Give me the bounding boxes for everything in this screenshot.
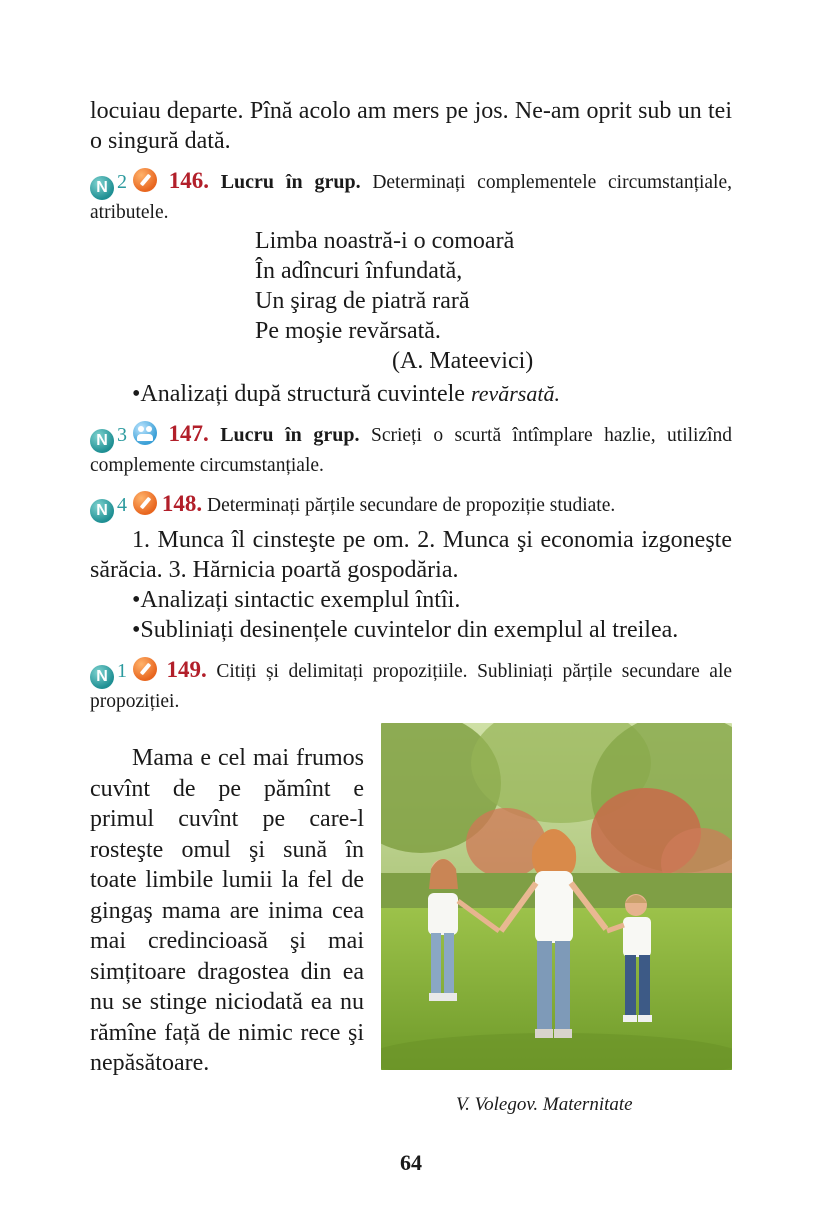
exercise-146-header [90,168,732,226]
poem-line: În adîncuri înfundată, [255,258,463,284]
exercise-149-text: Mama e cel mai frumos cuvînt de pe pămînt e primul cuvînt pe care-l rosteşte omul şi sună în toate limbile lumii la fel de gingaş mama are inima cea mai credincioasă şi mai simțitoare dragostea din ea nu se stinge niciodată ea nu rămîne față de nimic rece şi nepăsătoare. [90,745,364,1076]
exercise-148-task-2: •Subliniați desinențele cuvintelor din exemplul al treilea. [132,617,679,643]
exercise-147-title: Lucru în grup. [220,424,360,446]
exercise-146-number: 146. [168,168,209,193]
exercise-149-instruction: Citiți și delimitați propozițiile. Subliniați părțile secundare ale propoziției. [90,661,733,712]
intro-paragraph: locuiau departe. Pînă acolo am mers pe jos. Ne-am oprit sub un tei o singură dată. [90,98,732,154]
n-level-badge-icon: N [90,665,114,689]
group-work-icon [133,421,157,445]
photo-caption: V. Volegov. Maternitate [456,1094,633,1115]
exercise-146-task: •Analizați după structură cuvintele revărsată. [132,381,560,407]
exercise-148-body: 1. Munca îl cinsteşte pe om. 2. Munca şi economia izgoneşte sărăcia. 3. Hărnicia poartă gospodăria. [90,527,732,583]
n-level-badge-icon: N [90,499,114,523]
exercise-149-content [90,719,732,1076]
exercise-147-number: 147. [168,421,209,446]
page-number: 64 [400,1150,422,1175]
exercise-146-instruction: Determinați complementele circumstanțiale, atributele. [90,172,733,223]
exercise-149-level: 1 [117,660,127,682]
pencil-icon [133,657,157,681]
pencil-icon [133,491,157,515]
poem-line: Pe moşie revărsată. [255,318,441,344]
page-content [90,96,733,1076]
exercise-148-header [90,491,732,523]
poem-line: Un şirag de piatră rară [255,288,470,314]
family-walking-illustration [381,723,732,1070]
n-level-badge-icon: N [90,429,114,453]
exercise-147-level: 3 [117,424,127,446]
exercise-148-task-1: •Analizați sintactic exemplul întîi. [132,587,461,613]
poem-author: (A. Mateevici) [392,348,534,374]
n-level-badge-icon: N [90,176,114,200]
maternitate-photo [381,723,732,1070]
exercise-149-number: 149. [166,657,207,682]
exercise-147-instruction: Scrieți o scurtă întîmplare hazlie, utilizînd complemente circumstanțiale. [90,425,733,476]
pencil-icon [133,168,157,192]
exercise-146-title: Lucru în grup. [220,171,361,193]
exercise-148-instruction: Determinați părțile secundare de propoziție studiate. [207,495,616,516]
poem-line: Limba noastră-i o comoară [255,228,515,254]
exercise-147-header [90,421,732,479]
exercise-148-number: 148. [161,491,203,516]
poem [255,226,732,376]
italic-word: revărsată. [470,381,560,406]
exercise-149-header [90,657,732,715]
exercise-148-level: 4 [117,494,127,516]
exercise-146-level: 2 [117,171,127,193]
